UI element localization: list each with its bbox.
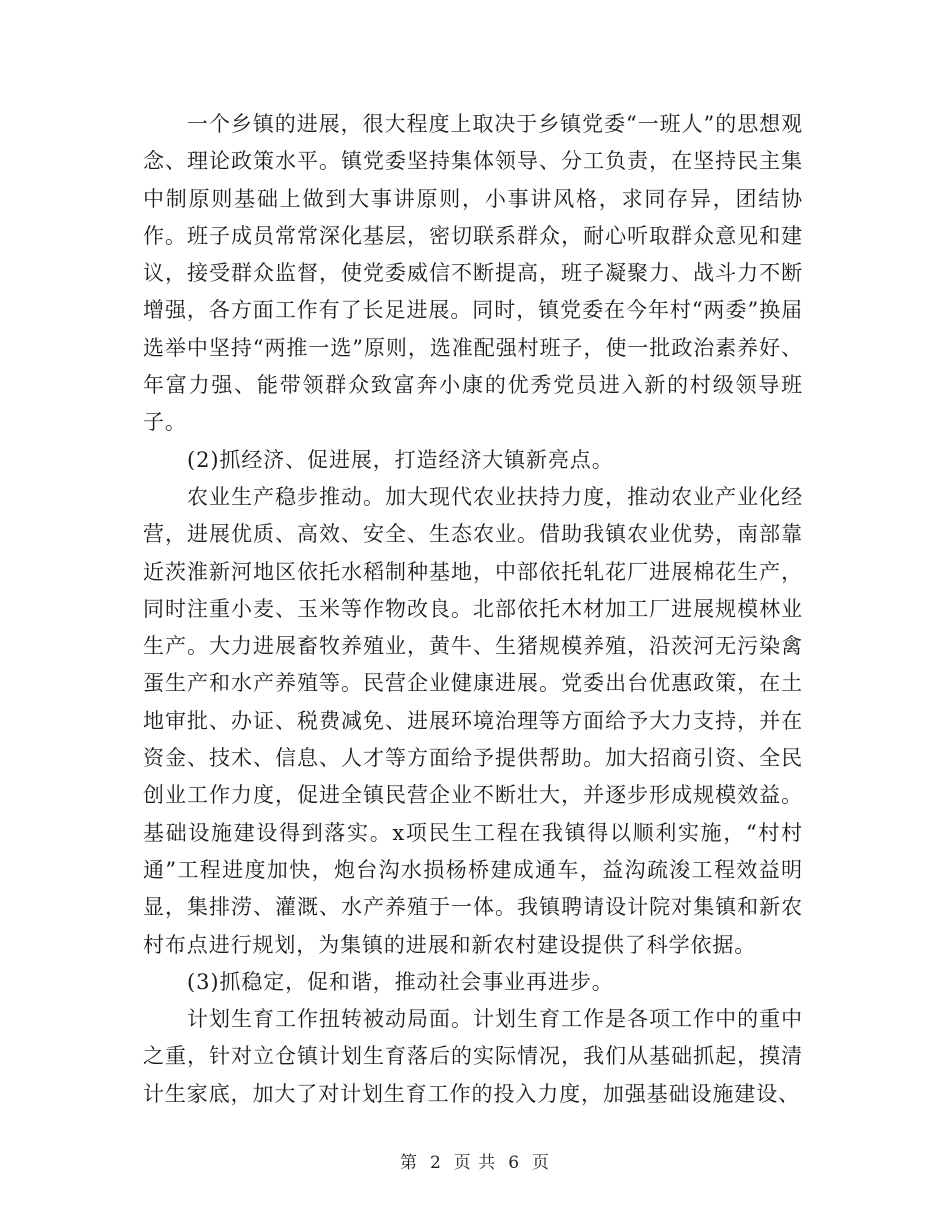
page-footer <box>0 1148 950 1173</box>
footer-mid: 页 共 <box>453 1153 497 1173</box>
paragraph-economy: 农业生产稳步推动。加大现代农业扶持力度，推动农业产业化经营，进展优质、高效、安全、生态农业。借助我镇农业优势，南部靠近茨淮新河地区依托水稻制种基地，中部依托轧花厂进展棉花生产，同时注重小麦、玉米等作物改良。北部依托木材加工厂进展规模林业生产。大力进展畜牧养殖业，黄牛、生猪规模养殖，沿茨河无污染禽蛋生产和水产养殖等。民营企业健康进展。党委出台优惠政策，在土地审批、办证、税费减免、进展环境治理等方面给予大力支持，并在资金、技术、信息、人才等方面给予提供帮助。加大招商引资、全民创业工作力度，促进全镇民营企业不断壮大，并逐步形成规模效益。基础设施建设得到落实。x项民生工程在我镇得以顺利实施，“村村通”工程进度加快，炮台沟水损杨桥建成通车，益沟疏浚工程效益明显，集排涝、灌溉、水产养殖于一体。我镇聘请设计院对集镇和新农村布点进行规划，为集镇的进展和新农村建设提供了科学依据。 <box>143 484 803 957</box>
footer-page-number: 2 <box>429 1153 442 1173</box>
section-heading-economy: (2)抓经济、促进展，打造经济大镇新亮点。 <box>187 447 614 472</box>
document-body <box>143 106 803 1113</box>
section-heading-stability: (3)抓稳定，促和谐，推动社会事业再进步。 <box>187 969 614 994</box>
paragraph-leadership: 一个乡镇的进展，很大程度上取决于乡镇党委“一班人”的思想观念、理论政策水平。镇党委坚持集体领导、分工负责，在坚持民主集中制原则基础上做到大事讲原则，小事讲风格，求同存异，团结协作。班子成员常常深化基层，密切联系群众，耐心听取群众意见和建议，接受群众监督，使党委威信不断提高，班子凝聚力、战斗力不断增强，各方面工作有了长足进展。同时，镇党委在今年村“两委”换届选举中坚持“两推一选”原则，选准配强村班子，使一批政治素养好、年富力强、能带领群众致富奔小康的优秀党员进入新的村级领导班子。 <box>143 112 803 435</box>
footer-suffix: 页 <box>532 1153 551 1173</box>
footer-prefix: 第 <box>399 1153 418 1173</box>
paragraph-family-planning: 计划生育工作扭转被动局面。计划生育工作是各项工作中的重中之重，针对立仓镇计划生育落后的实际情况，我们从基础抓起，摸清计生家底，加大了对计划生育工作的投入力度，加强基础设施建设、 <box>143 1007 803 1106</box>
footer-total-pages: 6 <box>508 1153 521 1173</box>
